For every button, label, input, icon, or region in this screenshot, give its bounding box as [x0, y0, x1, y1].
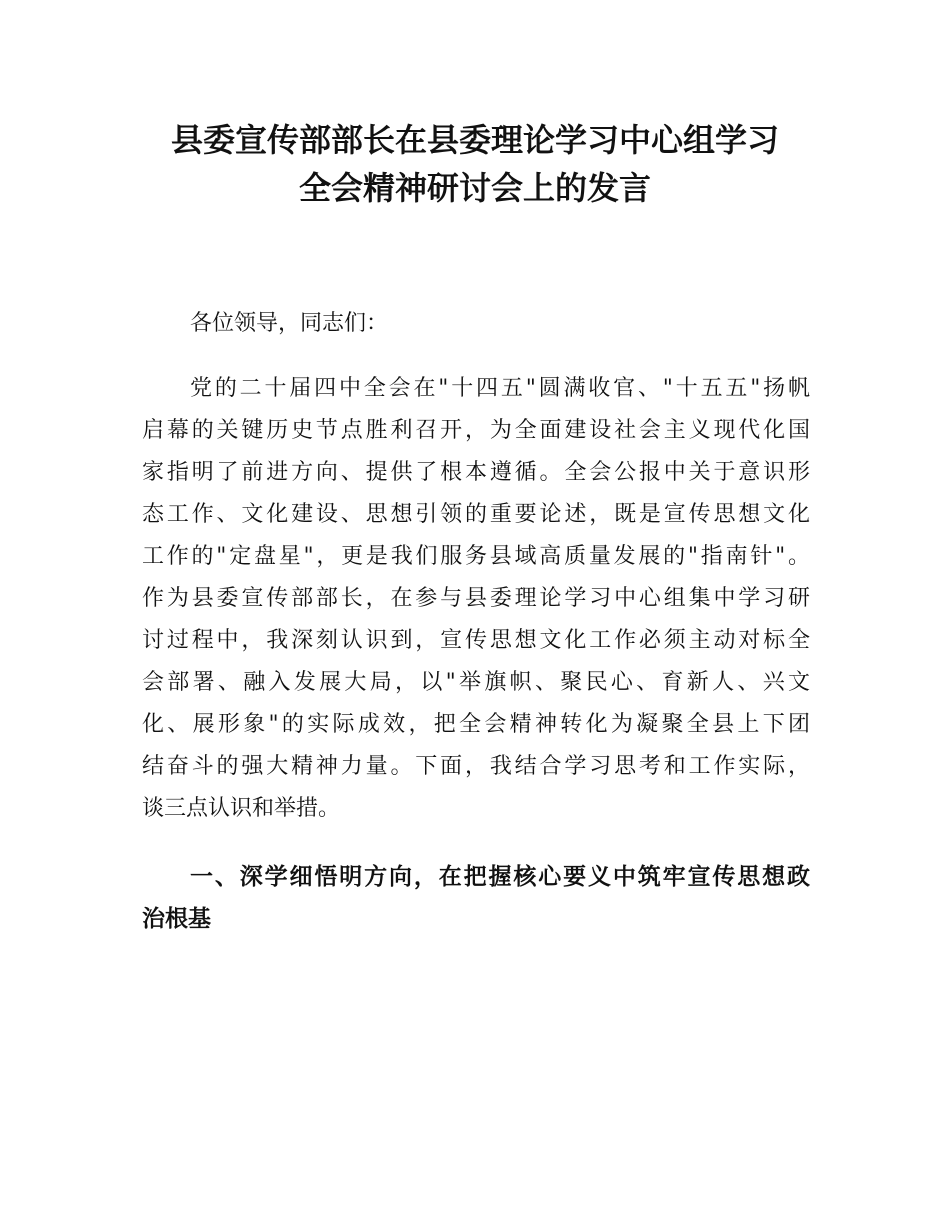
- paragraph-line: 工作的"定盘星"，更是我们服务县域高质量发展的"指南针"。: [142, 544, 810, 569]
- paragraph-line: 讨过程中，我深刻认识到，宣传思想文化工作必须主动对标全: [142, 628, 810, 653]
- paragraph-line: 化、展形象"的实际成效，把全会精神转化为凝聚全县上下团: [142, 712, 810, 737]
- paragraph-line: 会部署、融入发展大局，以"举旗帜、聚民心、育新人、兴文: [142, 670, 810, 695]
- paragraph-line: 党的二十届四中全会在"十四五"圆满收官、"十五五"扬帆: [190, 376, 810, 401]
- section-heading: 一、深学细悟明方向，在把握核心要义中筑牢宣传思想政: [190, 864, 810, 890]
- salutation: 各位领导，同志们：: [190, 311, 389, 336]
- paragraph-line: 谈三点认识和举措。: [142, 796, 341, 821]
- title-line: 县委宣传部部长在县委理论学习中心组学习: [170, 121, 779, 159]
- title-line: 全会精神研讨会上的发言: [298, 169, 651, 207]
- paragraph-line: 作为县委宣传部部长，在参与县委理论学习中心组集中学习研: [142, 586, 810, 611]
- section-heading: 治根基: [142, 906, 211, 932]
- paragraph-line: 结奋斗的强大精神力量。下面，我结合学习思考和工作实际，: [142, 754, 810, 779]
- paragraph-line: 态工作、文化建设、思想引领的重要论述，既是宣传思想文化: [142, 502, 810, 527]
- document-title: [0, 116, 950, 212]
- paragraph-line: 启幕的关键历史节点胜利召开，为全面建设社会主义现代化国: [142, 418, 810, 443]
- paragraph-line: 家指明了前进方向、提供了根本遵循。全会公报中关于意识形: [142, 460, 810, 485]
